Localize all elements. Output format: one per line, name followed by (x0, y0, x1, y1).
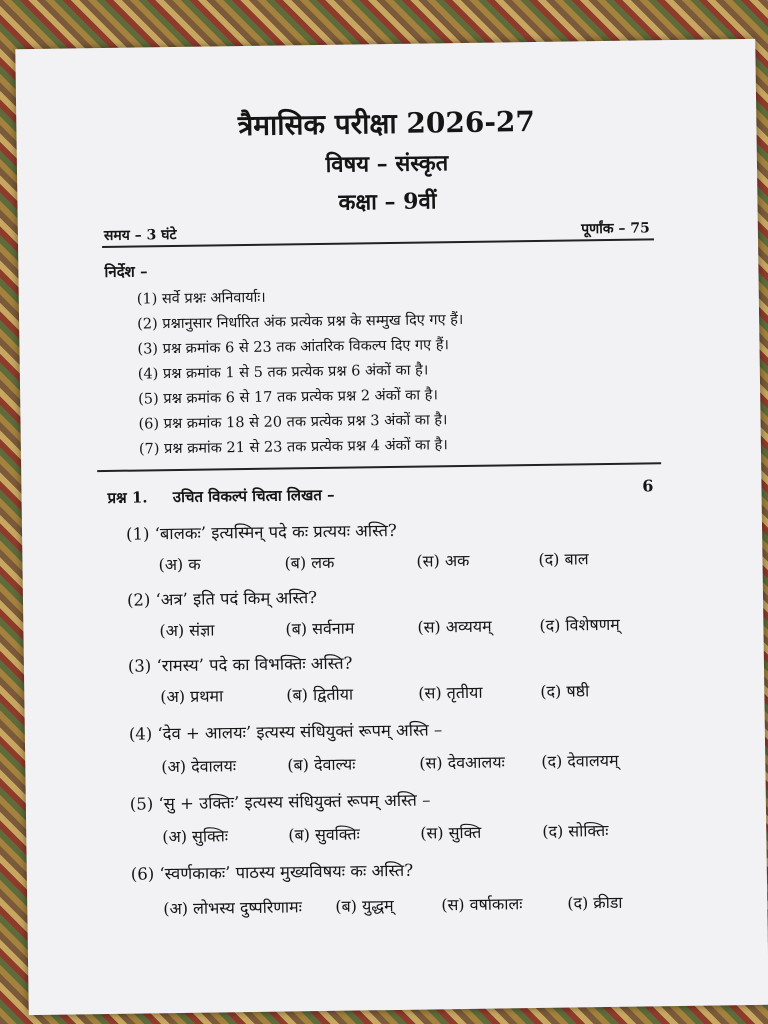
option: (द) विशेषणम् (539, 614, 620, 635)
instruction-item: (5) प्रश्न क्रमांक 6 से 17 तक प्रत्येक प्रश्न 2 अंकों का है। (138, 387, 438, 408)
sub-question: (5) ‘सु + उक्तिः’ इत्यस्य संधियुक्तं रूपम् अस्ति – (129, 790, 431, 814)
option: (स) अव्ययम् (417, 616, 492, 637)
option: (अ) प्रथमा (160, 686, 224, 707)
exam-paper (15, 39, 768, 1015)
option: (द) सोक्तिः (542, 821, 609, 841)
option: (स) तृतीया (418, 682, 483, 703)
option: (द) देवालयम् (541, 750, 619, 771)
option: (द) षष्ठी (540, 681, 590, 701)
option: (द) बाल (538, 549, 589, 569)
instruction-item: (1) सर्वे प्रश्नः अनिवार्याः। (136, 289, 266, 308)
option: (स) देवआलयः (419, 752, 505, 773)
time-label: समय – 3 घंटे (103, 226, 177, 244)
sub-question: (2) ‘अत्र’ इति पदं किम् अस्ति? (126, 588, 318, 610)
instruction-item: (6) प्रश्न क्रमांक 18 से 20 तक प्रत्येक प्रश्न 3 अंकों का है। (138, 412, 448, 433)
instruction-item: (2) प्रश्नानुसार निर्धारित अंक प्रत्येक प्रश्न के सम्मुख दिए गए हैं। (137, 311, 464, 333)
option: (ब) देवाल्यः (287, 754, 356, 775)
option: (अ) क (158, 554, 201, 575)
question-1-label: प्रश्न 1. (107, 488, 148, 507)
option: (स) वर्षाकालः (441, 894, 523, 915)
question-1-heading (107, 485, 334, 508)
option: (स) सुक्ति (420, 822, 482, 843)
instruction-item: (7) प्रश्न क्रमांक 21 से 23 तक प्रत्येक प्रश्न 4 अंकों का है। (138, 437, 448, 458)
class-line: कक्षा – 9वीं (338, 188, 437, 216)
sub-question: (1) ‘बालकः’ इत्यस्मिन् पदे कः प्रत्ययः अस्ति? (125, 520, 397, 544)
option: (ब) द्वितीया (286, 684, 354, 705)
question-1-marks: 6 (642, 476, 654, 496)
instruction-item: (4) प्रश्न क्रमांक 1 से 5 तक प्रत्येक प्रश्न 6 अंकों का है। (137, 362, 429, 383)
option: (अ) देवालयः (161, 756, 237, 777)
header-divider (102, 238, 654, 247)
option: (ब) सुवक्तिः (288, 824, 360, 845)
section-divider (97, 462, 661, 471)
exam-title: त्रैमासिक परीक्षा 2026-27 (237, 104, 536, 143)
sub-question: (6) ‘स्वर्णकाकः’ पाठस्य मुख्यविषयः कः अस्ति? (130, 860, 414, 884)
subject-line: विषय – संस्कृत (325, 150, 449, 178)
option: (ब) युद्धम् (335, 896, 394, 916)
option: (अ) संज्ञा (159, 620, 215, 641)
question-1-text: उचित विकल्पं चित्वा लिखत – (172, 485, 335, 507)
option: (अ) लोभस्य दुष्परिणामः (163, 897, 302, 919)
instruction-item: (3) प्रश्न क्रमांक 6 से 23 तक आंतरिक विकल्प दिए गए हैं। (137, 337, 450, 358)
option: (अ) सुक्तिः (162, 826, 229, 847)
sub-question: (3) ‘रामस्य’ पदे का विभक्तिः अस्ति? (127, 653, 353, 676)
instructions-heading: निर्देश – (104, 262, 148, 281)
option: (ब) लक (284, 552, 335, 573)
sub-question: (4) ‘देव + आलयः’ इत्यस्य संधियुक्तं रूपम् अस्ति – (128, 720, 443, 744)
option: (द) क्रीडा (567, 892, 623, 913)
max-marks-label: पूर्णांक – 75 (581, 220, 650, 238)
option: (स) अक (416, 550, 470, 571)
option: (ब) सर्वनाम (285, 618, 355, 639)
